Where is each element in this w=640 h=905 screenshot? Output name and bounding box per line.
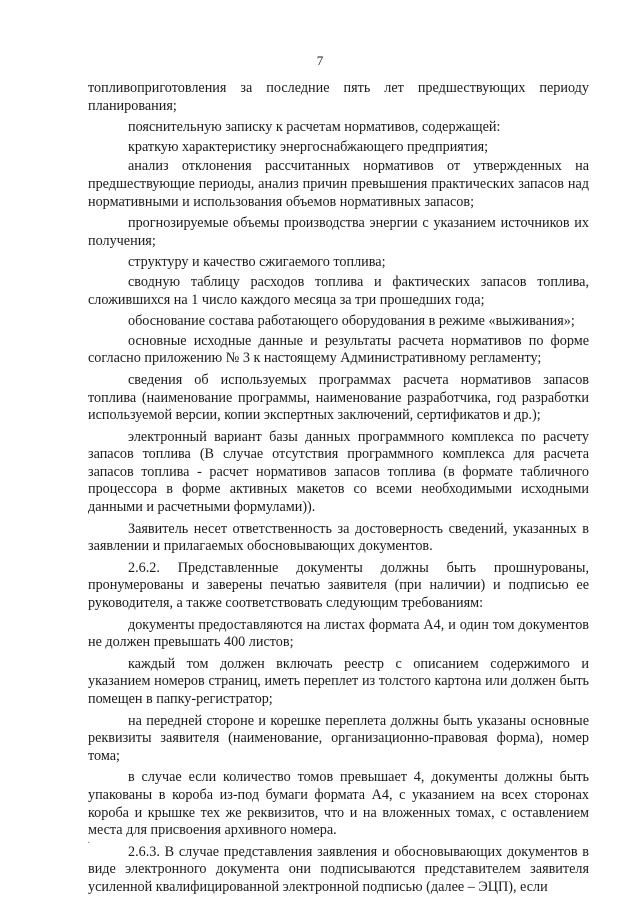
- paragraph-enterprise-characteristic: краткую характеристику энергоснабжающего предприятия;: [128, 138, 489, 155]
- paragraph-a4-sheets: документы предоставляются на листах формата А4, и один том документов не должен превышать 400 листов;: [88, 616, 589, 651]
- paragraph-software-info: сведения об используемых программах расчета нормативов запасов топлива (наименование программы, наименование разработчика, год разработки используемой версии, копии экспертных заключений, сертификатов и др.);: [88, 371, 589, 424]
- paragraph-section-2-6-2: 2.6.2. Представленные документы должны быть прошнурованы, пронумерованы и заверены печатью заявителя (при наличии) и подписью ее руководителя, а также соответствовать следующим требованиям:: [88, 559, 589, 612]
- paragraph-fuel-preparation: топливоприготовления за последние пять лет предшествующих периоду планирования;: [88, 80, 589, 114]
- paragraph-applicant-responsibility: Заявитель несет ответственность за достоверность сведений, указанных в заявлении и прилагаемых обосновывающих документов.: [88, 520, 589, 555]
- paragraph-deviation-analysis: анализ отклонения рассчитанных нормативов от утвержденных на предшествующие периоды, анализ причин превышения практических запасов над нормативными и использования объемов нормативных запасов;: [88, 158, 589, 210]
- paragraph-summary-table: сводную таблицу расходов топлива и фактических запасов топлива, сложившихся на 1 число каждого месяца за три прошедших года;: [88, 273, 589, 308]
- paragraph-equipment-justification: обоснование состава работающего оборудования в режиме «выживания»;: [128, 313, 575, 330]
- page-number: 7: [316, 53, 324, 68]
- paragraph-explanatory-note: пояснительную записку к расчетам нормативов, содержащей:: [128, 119, 501, 136]
- margin-dot: ·: [87, 838, 91, 849]
- paragraph-boxes-packing: в случае если количество томов превышает 4, документы должны быть упакованы в короба из-под бумаги формата А4, с указанием на всех сторонах короба и крышке тех же реквизитов, что и на вложенных томах, с оставлением места для присвоения архивного номера.: [88, 769, 589, 839]
- paragraph-cover-details: на передней стороне и корешке переплета должны быть указаны основные реквизиты заявителя (наименование, организационно-правовая форма), номер тома;: [88, 712, 589, 764]
- paragraph-section-2-6-3: 2.6.3. В случае представления заявления и обосновывающих документов в виде электронного документа они подписываются представителем заявителя усиленной квалифицированной электронной подписью (далее – ЭЦП), если: [88, 843, 589, 895]
- paragraph-volume-register: каждый том должен включать реестр с описанием содержимого и указанием номеров страниц, иметь переплет из толстого картона или должен быть помещен в папку-регистратор;: [88, 655, 589, 707]
- paragraph-electronic-database: электронный вариант базы данных программного комплекса по расчету запасов топлива (В случае отсутствия программного комплекса для расчета запасов топлива - расчет нормативов запасов топлива (в формате табличного процессора в форме активных макетов со всеми необходимыми исходными данными и расчетными формулами)).: [88, 428, 589, 516]
- document-body: [88, 80, 589, 901]
- paragraph-initial-data: основные исходные данные и результаты расчета нормативов по форме согласно приложению № 3 к настоящему Административному регламенту;: [88, 332, 589, 367]
- paragraph-forecast-volumes: прогнозируемые объемы производства энергии с указанием источников их получения;: [88, 215, 589, 249]
- paragraph-fuel-structure: структуру и качество сжигаемого топлива;: [128, 254, 386, 271]
